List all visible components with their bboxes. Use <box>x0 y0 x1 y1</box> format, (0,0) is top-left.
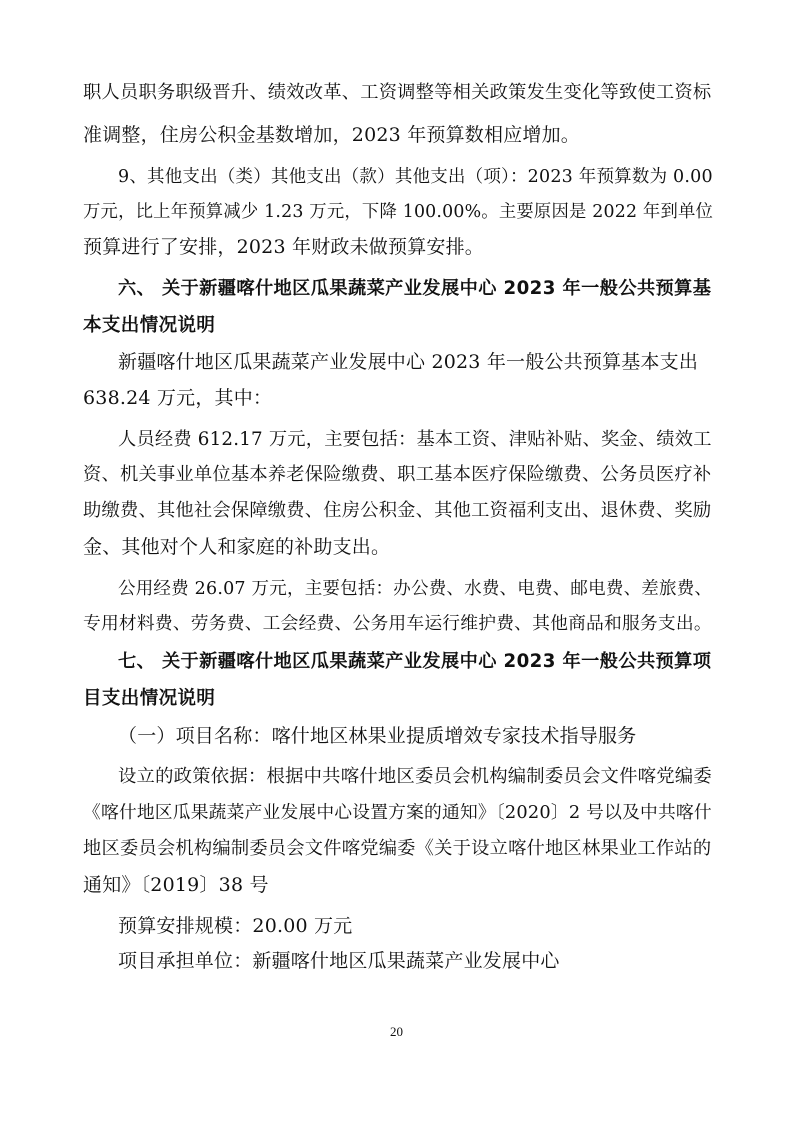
body-text-line: 资、机关事业单位基本养老保险缴费、职工基本医疗保险缴费、公务员医疗补 <box>83 464 712 485</box>
section-heading: 七、 关于新疆喀什地区瓜果蔬菜产业发展中心 2023 年一般公共预算项 <box>118 651 712 672</box>
body-text-line: 预算安排规模：20.00 万元 <box>118 915 353 937</box>
body-text-line: 通知》〔2019〕38 号 <box>83 874 269 896</box>
section-heading: 本支出情况说明 <box>83 315 216 336</box>
body-text-line: 万元，比上年预算减少 1.23 万元，下降 100.00%。主要原因是 2022 年到单位 <box>83 202 714 222</box>
body-text-line: 助缴费、其他社会保障缴费、住房公积金、其他工资福利支出、退休费、奖励 <box>83 500 712 521</box>
body-text-line: 638.24 万元，其中： <box>83 387 273 409</box>
body-text-line: 预算进行了安排，2023 年财政未做预算安排。 <box>83 236 484 258</box>
body-text-line: 《喀什地区瓜果蔬菜产业发展中心设置方案的通知》〔2020〕2 号以及中共喀什 <box>83 803 712 823</box>
body-text-line: 地区委员会机构编制委员会文件喀党编委《关于设立喀什地区林果业工作站的 <box>83 838 712 859</box>
page-number: 20 <box>390 1024 403 1039</box>
body-text-line: 准调整，住房公积金基数增加，2023 年预算数相应增加。 <box>83 124 580 146</box>
body-text-line: 设立的政策依据：根据中共喀什地区委员会机构编制委员会文件喀党编委 <box>118 766 712 787</box>
body-text-line: 专用材料费、劳务费、工会经费、公务用车运行维护费、其他商品和服务支出。 <box>83 613 712 634</box>
body-text-line: （一）项目名称：喀什地区林果业提质增效专家技术指导服务 <box>118 725 637 747</box>
body-text-line: 公用经费 26.07 万元，主要包括：办公费、水费、电费、邮电费、差旅费、 <box>118 579 713 599</box>
section-heading: 六、 关于新疆喀什地区瓜果蔬菜产业发展中心 2023 年一般公共预算基 <box>118 278 712 299</box>
body-text-line: 金、其他对个人和家庭的补助支出。 <box>83 536 391 558</box>
section-heading: 目支出情况说明 <box>83 688 216 709</box>
body-text-line: 新疆喀什地区瓜果蔬菜产业发展中心 2023 年一般公共预算基本支出 <box>118 351 699 373</box>
body-text-line: 项目承担单位：新疆喀什地区瓜果蔬菜产业发展中心 <box>118 950 560 972</box>
body-text-line: 人员经费 612.17 万元，主要包括：基本工资、津贴补贴、奖金、绩效工 <box>118 429 712 450</box>
body-text-line: 职人员职务职级晋升、绩效改革、工资调整等相关政策发生变化等致使工资标 <box>83 82 712 103</box>
body-text-line: 9、其他支出（类）其他支出（款）其他支出（项）：2023 年预算数为 0.00 <box>118 167 713 187</box>
